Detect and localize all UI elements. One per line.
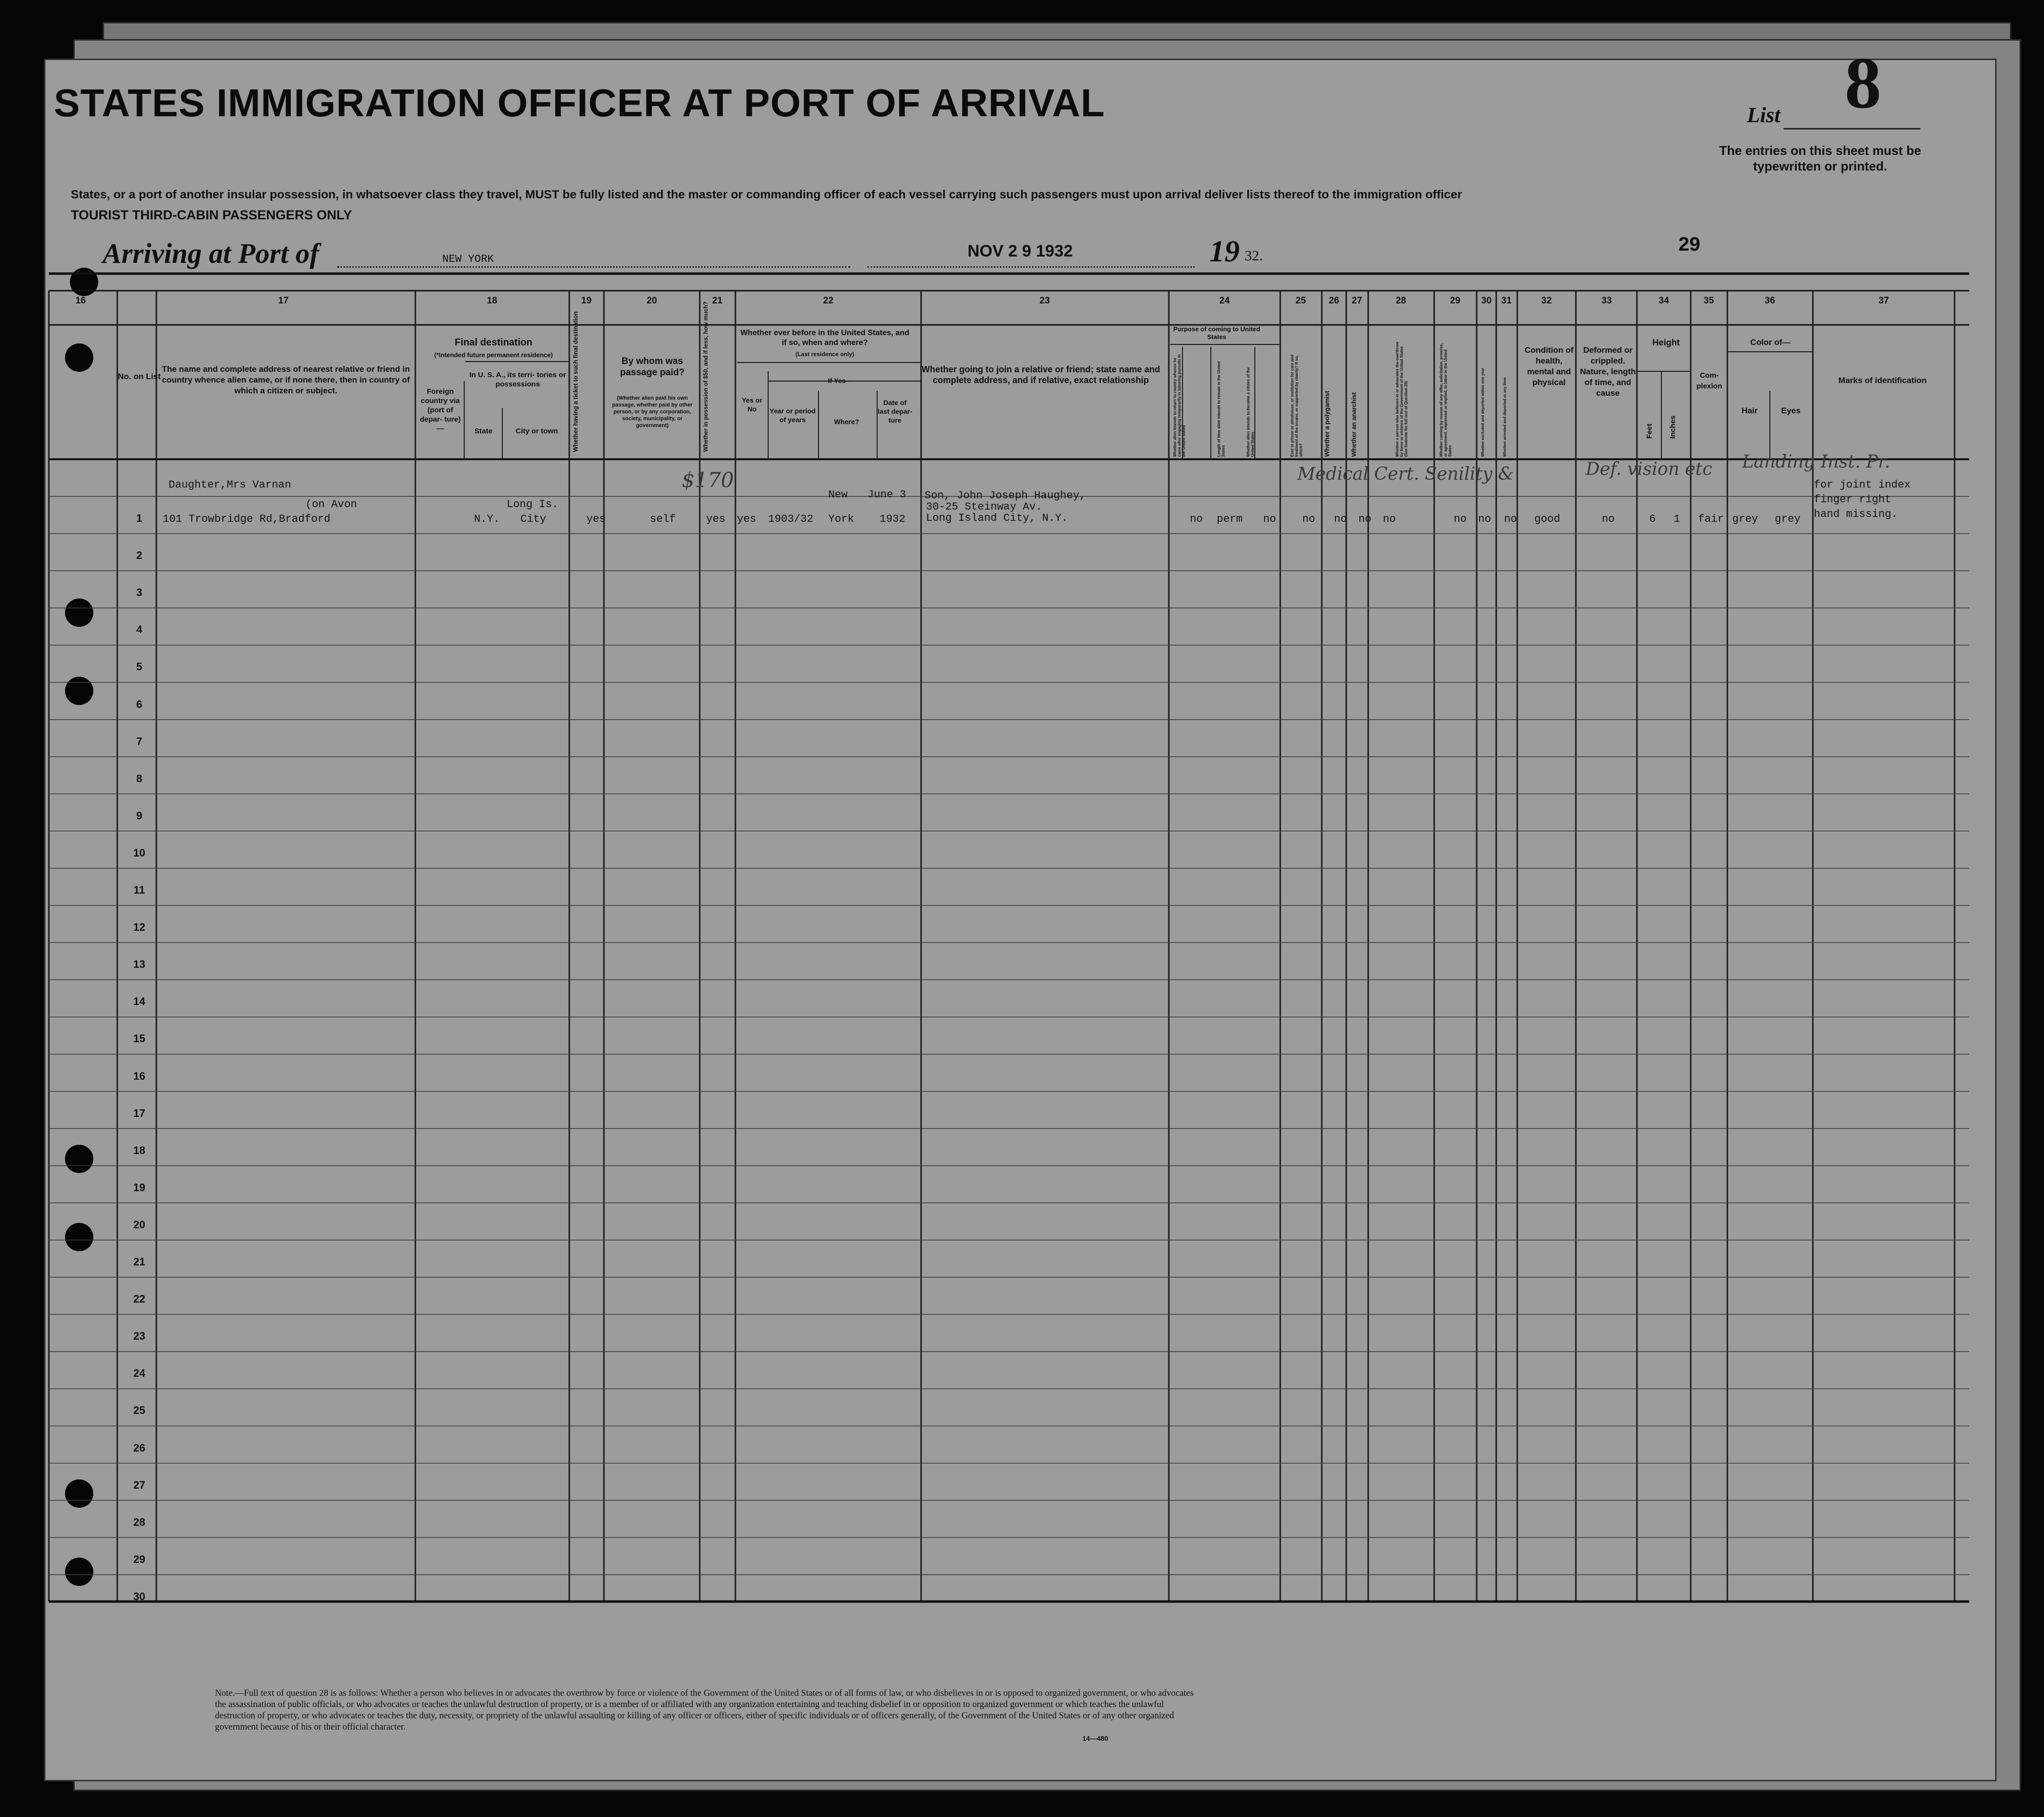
header-if-yes: If Yes— xyxy=(828,377,853,385)
column-number: 25 xyxy=(1295,296,1306,306)
header-citizen-intent: Whether alien intends to become a citizen of the United States xyxy=(1246,367,1255,457)
column-number: 22 xyxy=(823,296,834,306)
header-polygamist: Whether a polygamist xyxy=(1323,390,1331,457)
money-value: yes xyxy=(706,513,726,525)
dest-city-1: Long Is. xyxy=(507,498,559,511)
annotation-landing-inst: Landing Inst. Pr. xyxy=(1742,452,1890,472)
where-line-1: New xyxy=(828,489,848,501)
column-number: 34 xyxy=(1658,296,1669,306)
row-number: 8 xyxy=(136,772,143,785)
header-color-of: Color of— xyxy=(1750,338,1791,347)
length-stay-value: perm xyxy=(1217,513,1243,525)
where-line-2: York xyxy=(828,513,854,525)
date-departure-1: June 3 xyxy=(867,489,906,501)
column-number: 26 xyxy=(1329,296,1339,306)
feet-value: 6 xyxy=(1649,513,1656,525)
row-number: 25 xyxy=(133,1404,146,1417)
row-number: 24 xyxy=(133,1367,146,1380)
row-number: 27 xyxy=(133,1478,146,1491)
header-money: Whether in possession of $50, and if less, how much? xyxy=(702,301,709,452)
header-labor-offer: Whether coming by reason of any offer, solicitation, promise, or agreement, expressed or implied, to labor in the United States xyxy=(1439,343,1452,457)
overthrow-value: no xyxy=(1383,513,1396,525)
row-number: 12 xyxy=(133,921,146,934)
annotation-medical-cert: Medical Cert. Senility & xyxy=(1297,464,1514,484)
header-arrested: Whether arrested and deported at any time xyxy=(1503,377,1507,457)
header-overthrow: Whether a person who believes in or advocates the overthrow by force or violence of the Government of the United States (See footnote for full text of Question 28) xyxy=(1395,342,1408,457)
row-number: 23 xyxy=(133,1330,146,1343)
header-complexion: Com- plexion xyxy=(1696,371,1722,390)
header-list-number: No. on List xyxy=(118,372,161,381)
row-number: 9 xyxy=(136,809,143,822)
header-hair: Hair xyxy=(1741,406,1758,415)
page-number: 29 xyxy=(1678,234,1700,255)
passenger-class-line: TOURIST THIRD-CABIN PASSENGERS ONLY xyxy=(71,208,352,222)
relative-line-2: (on Avon xyxy=(305,498,357,511)
row-number: 17 xyxy=(133,1107,146,1119)
row-number: 20 xyxy=(133,1218,146,1231)
excluded-value: no xyxy=(1478,513,1491,525)
header-yes-no: Yes or No xyxy=(741,396,763,413)
anarchist-value: no xyxy=(1358,513,1372,525)
header-marks: Marks of identification xyxy=(1838,376,1927,385)
header-in-usa: In U. S. A., its terri- tories or possessions xyxy=(469,371,566,388)
header-city: City or town xyxy=(516,427,558,435)
row-number: 2 xyxy=(136,549,143,562)
footnote: Note.—Full text of question 28 is as follows: Whether a person who believes in or advocates the overthrow by force or violence of the Government of the United States or of all forms of law, or who disbelieves in or is opposed to organized government, or who advocates the assassination of public officials, or who advocates or teaches the unlawful destruction of property, or is a member of or affiliated with any organization entertaining and teaching disbelief in or opposition to organized government or which teaches the unlawful destruction of property, or who advocates or teaches the duty, necessity, or propriety of the unlawful assaulting or killing of any officer or officers, either of specific individuals or of officers generally, of the Government of the United States or of any other organized government because of his or their official character. xyxy=(215,1689,1194,1732)
column-number: 28 xyxy=(1396,296,1406,306)
header-state: State xyxy=(474,427,493,435)
header-years: Year or period of years xyxy=(769,407,816,424)
annotation-defective-vision: Def. vision etc xyxy=(1586,459,1713,479)
header-final-destination-note: (*Intended future permanent residence) xyxy=(434,351,553,359)
row-number: 22 xyxy=(133,1293,146,1305)
row-number: 28 xyxy=(133,1516,146,1528)
complexion-value: fair xyxy=(1698,513,1724,525)
hair-value: grey xyxy=(1732,513,1758,525)
header-eyes: Eyes xyxy=(1781,406,1801,415)
column-number: 17 xyxy=(278,296,289,306)
row-number: 18 xyxy=(133,1144,146,1156)
health-value: good xyxy=(1534,513,1560,525)
column-number: 35 xyxy=(1703,296,1714,306)
dest-city-2: City xyxy=(520,513,546,525)
marks-line-3: hand missing. xyxy=(1814,508,1898,520)
header-inches: Inches xyxy=(1669,415,1677,439)
list-label: List xyxy=(1747,103,1781,127)
row-number: 29 xyxy=(133,1553,146,1565)
header-passage-paid-note: (Whether alien paid his own passage, whether paid by other person, or by any corporation, society, municipality, or government) xyxy=(612,395,693,428)
row-number: 26 xyxy=(133,1441,146,1454)
header-where: Where? xyxy=(834,418,860,426)
column-number: 27 xyxy=(1352,296,1362,306)
been-before-value: yes xyxy=(737,513,756,525)
join-line-1: Son, John Joseph Haughey, xyxy=(925,490,1086,502)
instruction-line: States, or a port of another insular possession, in whatsoever class they travel, MUST be fully listed and the master or commanding officer of each vessel carrying such passengers must upon arrival deliver lists thereof to the immigration officer xyxy=(71,188,1462,201)
ticket-value: yes xyxy=(586,513,606,525)
citizen-value: no xyxy=(1263,513,1276,525)
row-number: 1 xyxy=(136,512,143,524)
column-number: 29 xyxy=(1450,296,1461,306)
column-number: 32 xyxy=(1541,296,1552,306)
arriving-label: Arriving at Port of xyxy=(103,237,320,269)
list-number: 8 xyxy=(1845,43,1881,124)
row-number: 10 xyxy=(133,846,146,859)
money-handwritten: $170 xyxy=(682,468,734,492)
header-height: Height xyxy=(1652,338,1680,347)
year-prefix: 19 xyxy=(1209,235,1240,268)
header-going-to-join: Whether going to join a relative or friend; state name and complete address, and if relative, exact relationship xyxy=(921,364,1161,385)
form-title: STATES IMMIGRATION OFFICER AT PORT OF ARRIVAL xyxy=(54,81,1105,125)
header-feet: Feet xyxy=(1645,424,1654,439)
dest-state: N.Y. xyxy=(474,513,500,525)
column-number: 33 xyxy=(1601,296,1612,306)
years-value: 1903/32 xyxy=(768,513,814,525)
return-value: no xyxy=(1190,513,1203,525)
prison-value: no xyxy=(1302,513,1315,525)
row-number: 16 xyxy=(133,1069,146,1082)
port-value: NEW YORK xyxy=(442,253,494,265)
row-number: 5 xyxy=(136,661,143,673)
row-number: 11 xyxy=(133,884,145,896)
header-purpose: Purpose of coming to United States xyxy=(1173,325,1260,341)
column-number: 19 xyxy=(581,296,592,306)
column-number: 37 xyxy=(1878,296,1889,306)
header-date-departure: Date of last depar- ture xyxy=(878,399,912,424)
labor-value: no xyxy=(1454,513,1467,525)
header-nearest-relative: The name and complete address of nearest relative or friend in country whence alien came, or if none there, then in country of which a citizen or subject. xyxy=(162,364,410,395)
header-length-stay: Length of time alien intends to remain in the United States xyxy=(1217,361,1226,457)
marks-line-2: finger right xyxy=(1814,493,1892,506)
column-number: 30 xyxy=(1481,296,1492,306)
header-anarchist: Whether an anarchist xyxy=(1350,392,1357,457)
passage-paid-value: self xyxy=(650,513,676,525)
header-deformed: Deformed or crippled. Nature, length of time, and cause xyxy=(1580,345,1636,398)
row-number: 3 xyxy=(136,586,143,599)
header-final-destination: Final destination xyxy=(454,337,533,348)
join-line-3: Long Island City, N.Y. xyxy=(926,512,1068,524)
relative-line-1: Daughter,Mrs Varnan xyxy=(169,479,291,491)
column-number: 23 xyxy=(1039,296,1050,306)
header-been-before-note: (Last residence only) xyxy=(795,351,855,358)
header-prison: Ever in prison or almshouse, or institution for care and treatment of the insane, or supported by charity? If so, which? xyxy=(1290,355,1303,457)
header-foreign-country: Foreign country via (port of depar- ture)— xyxy=(420,387,461,433)
form-code: 14—480 xyxy=(1082,1734,1108,1742)
header-return: Whether alien intends to return to country whence he came after engaging temporarily in laboring pursuits in the United States xyxy=(1173,354,1186,457)
header-been-before: Whether ever before in the United States, and if so, when and where? xyxy=(740,329,909,347)
header-ticket: Whether having a ticket to such final destination xyxy=(572,311,579,452)
row-number: 19 xyxy=(133,1181,146,1194)
deformed-value: no xyxy=(1602,513,1615,525)
header-passage-paid: By whom was passage paid? xyxy=(620,356,685,378)
year-suffix: 32. xyxy=(1245,248,1263,264)
eyes-value: grey xyxy=(1775,513,1801,525)
row-number: 30 xyxy=(133,1590,146,1603)
column-number: 36 xyxy=(1764,296,1775,306)
column-number: 20 xyxy=(646,296,657,306)
polygamist-value: no xyxy=(1334,513,1347,525)
relative-line-3: 101 Trowbridge Rd,Bradford xyxy=(163,513,331,525)
row-number: 7 xyxy=(136,735,143,748)
row-number: 21 xyxy=(133,1256,146,1268)
date-stamp: NOV 2 9 1932 xyxy=(968,242,1073,260)
column-number: 18 xyxy=(487,296,497,306)
column-number: 21 xyxy=(712,296,723,306)
row-number: 13 xyxy=(133,958,146,971)
row-number: 14 xyxy=(133,995,146,1008)
row-number: 6 xyxy=(136,698,143,710)
column-number: 31 xyxy=(1501,296,1512,306)
date-departure-2: 1932 xyxy=(880,513,905,525)
arrested-value: no xyxy=(1504,513,1517,525)
typewritten-note: The entries on this sheet must be typewritten or printed. xyxy=(1719,143,1921,173)
marks-line-1: for joint index xyxy=(1814,479,1911,491)
row-number: 4 xyxy=(136,623,143,636)
join-line-2: 30-25 Steinway Av. xyxy=(926,501,1042,513)
inches-value: 1 xyxy=(1674,513,1680,525)
column-number: 16 xyxy=(75,296,86,306)
row-number: 15 xyxy=(133,1032,146,1045)
header-health: Condition of health, mental and physical xyxy=(1524,345,1574,387)
header-excluded: Whether excluded and deported within one year xyxy=(1481,367,1485,457)
column-number: 24 xyxy=(1219,296,1230,306)
